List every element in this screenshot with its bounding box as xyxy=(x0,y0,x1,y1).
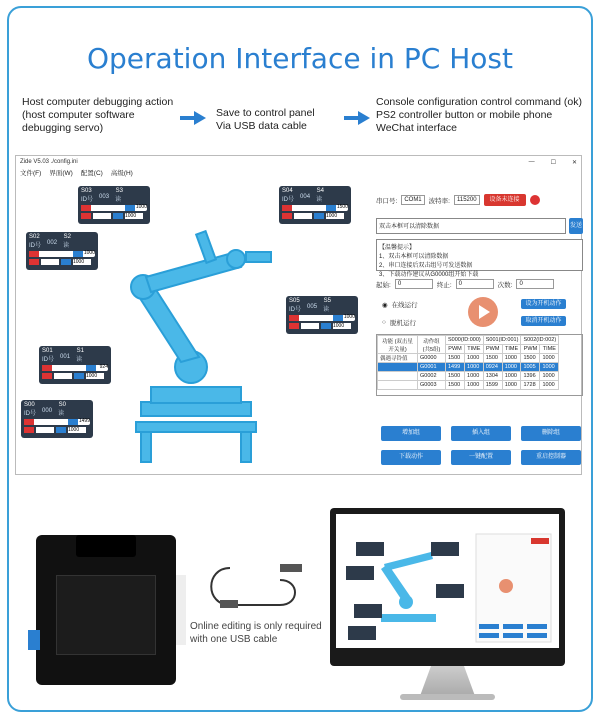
servo-id-label: ID号 xyxy=(81,197,94,203)
table-cell: 1000 xyxy=(502,372,521,381)
step-1 xyxy=(22,96,173,135)
table-cell: 0924 xyxy=(483,363,502,372)
servo-label: S0 xyxy=(58,402,67,408)
controller-board-image xyxy=(36,535,176,685)
table-cell: 1000 xyxy=(540,354,559,363)
table-cell xyxy=(378,372,418,381)
step-1-line-3: debugging servo) xyxy=(22,122,104,134)
table-row[interactable] xyxy=(378,372,559,381)
table-cell: 1500 xyxy=(446,381,465,390)
servo-name: S03 xyxy=(81,188,92,194)
minimize-icon[interactable]: — xyxy=(528,158,535,165)
arrow-right-icon xyxy=(180,111,206,125)
table-cell: 1000 xyxy=(502,381,521,390)
menu-config[interactable]: 配置(C) xyxy=(80,170,103,177)
table-cell: 1000 xyxy=(540,372,559,381)
servo-label: S1 xyxy=(76,348,85,354)
servo-name: S05 xyxy=(289,298,300,304)
servo-slider[interactable] xyxy=(289,315,355,321)
servo-time[interactable]: 1000 xyxy=(333,323,351,329)
table-cell xyxy=(378,363,418,372)
table-subheader: PWM xyxy=(521,345,540,354)
baud-rate-label: 波特率: xyxy=(428,197,450,205)
table-header: 动作组 (共5组) xyxy=(418,336,446,354)
play-button[interactable] xyxy=(468,297,498,327)
online-radio-icon[interactable]: ◉ xyxy=(382,301,388,309)
end-label: 终止: xyxy=(436,281,452,289)
table-cell: 1005 xyxy=(521,363,540,372)
table-row[interactable] xyxy=(378,381,559,390)
monitor-image xyxy=(330,508,565,666)
servo-panel-s02 xyxy=(26,232,98,270)
log-box[interactable] xyxy=(376,239,583,278)
table-cell: 1728 xyxy=(521,381,540,390)
table-cell: 1000 xyxy=(540,381,559,390)
servo-id-label: ID号 xyxy=(42,357,55,363)
servo-slider[interactable] xyxy=(81,205,147,211)
step-1-line-1: Host computer debugging action xyxy=(22,96,174,108)
board-circuit xyxy=(56,575,156,655)
table-header: S001(ID:001) xyxy=(483,336,521,345)
table-cell: 1000 xyxy=(540,363,559,372)
close-icon[interactable]: ✕ xyxy=(571,159,577,166)
table-cell: 1000 xyxy=(465,372,484,381)
servo-slider[interactable] xyxy=(24,419,90,425)
servo-panel-s00 xyxy=(21,400,93,438)
command-input[interactable]: 双击本框可以清除数据 xyxy=(376,218,566,234)
servo-name: S01 xyxy=(42,348,53,354)
table-header: S000(ID:000) xyxy=(446,336,484,345)
servo-read-button[interactable]: 读 xyxy=(58,411,65,417)
table-cell: G0003 xyxy=(418,381,446,390)
offline-radio-icon[interactable]: ○ xyxy=(382,319,386,326)
log-line: 2、串口连接后双击组号可发送数据 xyxy=(379,263,473,269)
control-panel xyxy=(376,182,581,472)
action-table xyxy=(376,334,583,396)
servo-id: 003 xyxy=(99,194,110,200)
servo-panel-s04 xyxy=(279,186,351,224)
servo-value: 1499 xyxy=(78,418,90,424)
step-3-line-2: PS2 controller button or mobile phone xyxy=(376,109,553,121)
step-3-line-1: Console configuration control command (ok) xyxy=(376,96,583,108)
servo-name: S00 xyxy=(24,402,35,408)
caption-line-2: with one USB cable xyxy=(190,634,278,645)
delete-group-button[interactable]: 删除组 xyxy=(521,426,581,441)
table-cell: 1000 xyxy=(465,363,484,372)
step-2-line-2: Via USB data cable xyxy=(216,120,307,132)
table-cell: 1000 xyxy=(502,354,521,363)
servo-id: 005 xyxy=(307,304,318,310)
connect-button[interactable]: 设备未连接 xyxy=(484,194,526,206)
window-title: Zide V5.03 ./config.ini xyxy=(20,159,78,165)
table-cell: 1500 xyxy=(446,372,465,381)
baud-rate-select[interactable]: 115200 xyxy=(454,195,480,205)
play-icon xyxy=(479,305,490,319)
add-group-button[interactable]: 增加组 xyxy=(381,426,441,441)
set-boot-action-button[interactable]: 设为开机动作 xyxy=(521,299,566,309)
table-subheader: TIME xyxy=(502,345,521,354)
servo-id: 000 xyxy=(42,408,53,414)
servo-id-label: ID号 xyxy=(282,197,295,203)
maximize-icon[interactable]: ☐ xyxy=(550,159,556,166)
servo-name: S04 xyxy=(282,188,293,194)
robot-arm-canvas xyxy=(21,182,371,472)
step-3 xyxy=(376,96,582,135)
table-subheader: PWM xyxy=(446,345,465,354)
servo-headers xyxy=(176,575,186,645)
table-cell: G0001 xyxy=(418,363,446,372)
insert-group-button[interactable]: 插入组 xyxy=(451,426,511,441)
servo-value: 924 xyxy=(99,364,108,370)
table-row[interactable] xyxy=(378,363,559,372)
serial-port-label: 串口号: xyxy=(376,197,398,205)
one-key-config-button[interactable]: 一键配置 xyxy=(451,450,511,465)
step-1-line-2: (host computer software xyxy=(22,109,135,121)
table-cell: 1000 xyxy=(465,381,484,390)
servo-value: 1500 xyxy=(336,204,348,210)
servo-read-button[interactable]: 读 xyxy=(76,357,83,363)
servo-panel-s01 xyxy=(39,346,111,384)
table-cell: 1304 xyxy=(483,372,502,381)
servo-id: 004 xyxy=(300,194,311,200)
table-cell: 1500 xyxy=(446,354,465,363)
step-3-line-3: WeChat interface xyxy=(376,122,457,134)
menubar xyxy=(16,168,581,179)
table-cell: 1000 xyxy=(465,354,484,363)
caption-line-1: Online editing is only required xyxy=(190,621,322,632)
servo-read-button[interactable]: 读 xyxy=(323,307,330,313)
monitor-base xyxy=(400,694,495,700)
table-cell: 1599 xyxy=(483,381,502,390)
table-subheader: PWM xyxy=(483,345,502,354)
download-action-button[interactable]: 下载动作 xyxy=(381,450,441,465)
log-line: 3、下载动作建议从G0000组开始下载 xyxy=(379,272,479,278)
monitor-screen xyxy=(336,514,559,648)
step-2-line-1: Save to control panel xyxy=(216,107,315,119)
table-subheader: TIME xyxy=(540,345,559,354)
cancel-boot-action-button[interactable]: 取消开机动作 xyxy=(521,316,566,326)
servo-slider[interactable] xyxy=(29,251,95,257)
table-row[interactable] xyxy=(378,354,559,363)
arrow-right-icon xyxy=(344,111,370,125)
table-cell xyxy=(378,381,418,390)
servo-value: 1000 xyxy=(343,314,355,320)
table-cell: 1499 xyxy=(446,363,465,372)
table-header: 功能 (双击星开关量) xyxy=(378,336,418,354)
servo-time[interactable]: 1000 xyxy=(68,427,86,433)
table-cell: 1500 xyxy=(483,354,502,363)
usb-caption xyxy=(190,620,322,646)
table-cell: 偶遇寻铃值 xyxy=(378,354,418,363)
table-cell: G0000 xyxy=(418,354,446,363)
servo-value: 1000 xyxy=(135,204,147,210)
count-input[interactable]: 0 xyxy=(516,279,554,289)
start-input[interactable]: 0 xyxy=(395,279,433,289)
send-button[interactable]: 发送 xyxy=(569,218,583,234)
table-cell: 1500 xyxy=(521,354,540,363)
servo-label: S2 xyxy=(63,234,72,240)
menu-file[interactable]: 文件(F) xyxy=(20,170,42,177)
menu-view[interactable]: 界面(W) xyxy=(49,170,73,177)
servo-label: S4 xyxy=(316,188,325,194)
servo-time[interactable]: 1000 xyxy=(125,213,143,219)
servo-id: 001 xyxy=(60,354,71,360)
table-cell: 1396 xyxy=(521,372,540,381)
servo-slider[interactable] xyxy=(42,365,108,371)
connection-status-icon xyxy=(530,195,540,205)
start-label: 起始: xyxy=(376,281,391,289)
blue-terminal xyxy=(28,630,40,650)
log-line: 【温馨提示】 xyxy=(379,245,416,251)
usb-cable-image xyxy=(210,560,310,615)
servo-id-label: ID号 xyxy=(24,411,37,417)
servo-read-button[interactable]: 读 xyxy=(316,197,323,203)
servo-label: S3 xyxy=(115,188,124,194)
ps2-connector xyxy=(76,535,136,557)
step-2 xyxy=(216,107,315,133)
page-title: Operation Interface in PC Host xyxy=(86,42,513,75)
table-subheader: TIME xyxy=(465,345,484,354)
servo-time[interactable]: 1000 xyxy=(326,213,344,219)
restart-controller-button[interactable]: 重启控制器 xyxy=(521,450,581,465)
servo-time[interactable]: 1000 xyxy=(73,259,91,265)
table-cell: G0002 xyxy=(418,372,446,381)
servo-id-label: ID号 xyxy=(289,307,302,313)
servo-id-label: ID号 xyxy=(29,243,42,249)
serial-port-select[interactable]: COM1 xyxy=(401,195,424,205)
app-window xyxy=(15,155,582,475)
servo-slider[interactable] xyxy=(282,205,348,211)
end-input[interactable]: 0 xyxy=(456,279,494,289)
table-cell: 1000 xyxy=(502,363,521,372)
servo-value: 1000 xyxy=(83,250,95,256)
online-label: 在线运行 xyxy=(391,302,418,309)
servo-time[interactable]: 1000 xyxy=(86,373,104,379)
offline-label: 脱机运行 xyxy=(389,320,416,327)
servo-label: S5 xyxy=(323,298,332,304)
servo-id: 002 xyxy=(47,240,58,246)
servo-read-button[interactable]: 读 xyxy=(63,243,70,249)
servo-read-button[interactable]: 读 xyxy=(115,197,122,203)
servo-panel-s05 xyxy=(286,296,358,334)
servo-name: S02 xyxy=(29,234,40,240)
table-header: S002(ID:002) xyxy=(521,336,559,345)
log-line: 1、双击本框可以清除数据 xyxy=(379,254,449,260)
servo-panel-s03 xyxy=(78,186,150,224)
app-titlebar xyxy=(16,156,581,168)
menu-advanced[interactable]: 高级(H) xyxy=(110,170,133,177)
monitor-screen-thumbnail xyxy=(336,514,559,648)
count-label: 次数: xyxy=(497,281,513,289)
